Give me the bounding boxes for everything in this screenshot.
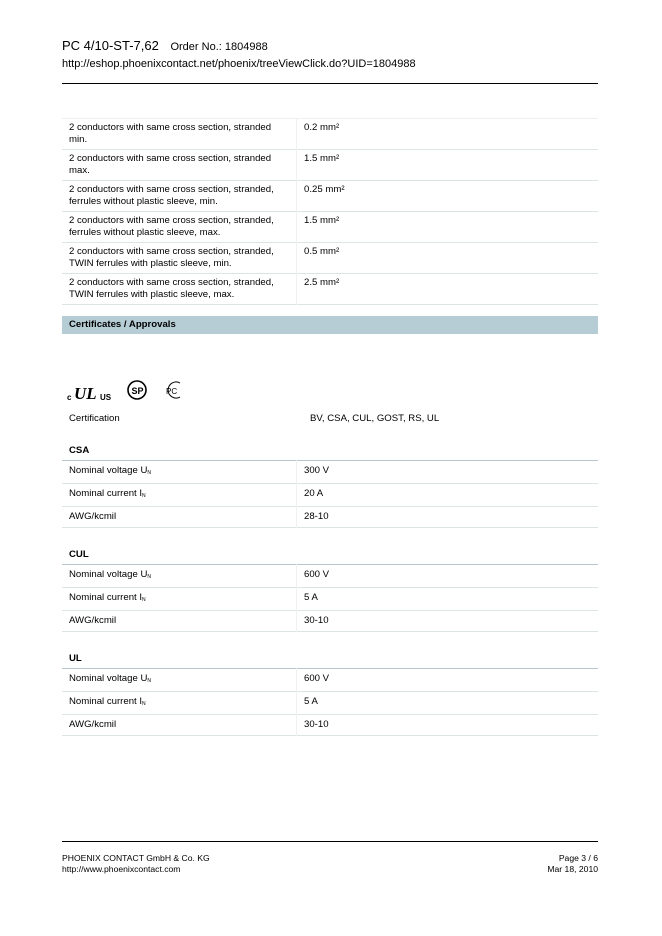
row-value: 600 V xyxy=(304,569,330,580)
main-content xyxy=(62,118,598,736)
table-row xyxy=(62,692,598,715)
table-row xyxy=(62,507,598,528)
table-row xyxy=(62,611,598,632)
row-label: Nominal voltage $U_N$ xyxy=(62,565,297,588)
header-divider xyxy=(62,83,598,84)
csa-table xyxy=(62,460,598,528)
table-row xyxy=(62,243,598,274)
page-number: Page 3 / 6 xyxy=(558,853,598,863)
row-value: 1.5 mm² xyxy=(304,153,340,164)
product-name: PC 4/10-ST-7,62 xyxy=(62,38,159,53)
row-label: 2 conductors with same cross section, stranded max. xyxy=(62,150,297,181)
row-label: AWG/kcmil xyxy=(62,715,297,736)
page-header xyxy=(62,38,598,71)
row-label: Nominal current $I_N$ xyxy=(62,484,297,507)
row-value: 0.2 mm² xyxy=(304,122,340,133)
company-website[interactable]: http://www.phoenixcontact.com xyxy=(62,864,181,874)
table-row xyxy=(62,588,598,611)
svg-text:PC: PC xyxy=(166,387,178,396)
title-line xyxy=(62,38,598,55)
table-row xyxy=(62,181,598,212)
approval-logos-svg xyxy=(62,369,202,405)
row-label: AWG/kcmil xyxy=(62,611,297,632)
row-value: 1.5 mm² xyxy=(304,215,340,226)
table-row xyxy=(62,212,598,243)
product-url[interactable]: http://eshop.phoenixcontact.net/phoenix/treeViewClick.do?UID=1804988 xyxy=(62,58,416,70)
ul-logo-icon xyxy=(67,384,112,403)
row-label: 2 conductors with same cross section, stranded, TWIN ferrules with plastic sleeve, min. xyxy=(62,243,297,274)
csa-logo-icon xyxy=(128,381,146,399)
conductor-table xyxy=(62,118,598,305)
row-value: 300 V xyxy=(304,465,330,476)
table-row xyxy=(62,669,598,692)
svg-text:US: US xyxy=(100,393,112,402)
cul-table xyxy=(62,564,598,632)
row-value: 600 V xyxy=(304,673,330,684)
svg-text:UL: UL xyxy=(74,384,97,403)
row-value: 2.5 mm² xyxy=(304,277,340,288)
company-name: PHOENIX CONTACT GmbH & Co. KG xyxy=(62,853,210,863)
row-value: 0.5 mm² xyxy=(304,246,340,257)
row-label: AWG/kcmil xyxy=(62,507,297,528)
table-row xyxy=(62,461,598,484)
row-label: 2 conductors with same cross section, stranded min. xyxy=(62,119,297,150)
row-value: 20 A xyxy=(304,488,324,499)
certificates-section-title: Certificates / Approvals xyxy=(62,316,598,334)
table-row xyxy=(62,484,598,507)
approval-logos xyxy=(62,369,598,405)
row-value: 30-10 xyxy=(304,615,329,626)
svg-text:SP: SP xyxy=(131,386,144,396)
table-row xyxy=(62,565,598,588)
table-row xyxy=(62,119,598,150)
row-value: 5 A xyxy=(304,592,318,603)
row-label: 2 conductors with same cross section, stranded, ferrules without plastic sleeve, max. xyxy=(62,212,297,243)
svg-text:c: c xyxy=(67,393,72,402)
table-row xyxy=(62,715,598,736)
print-date: Mar 18, 2010 xyxy=(547,864,598,874)
table-row xyxy=(62,274,598,305)
group-title-cul: CUL xyxy=(69,549,89,560)
footer-divider xyxy=(62,841,598,842)
footer-right xyxy=(547,853,598,875)
footer-left xyxy=(62,853,210,875)
group-title-csa: CSA xyxy=(69,445,90,456)
table-row xyxy=(62,150,598,181)
certification-row xyxy=(62,413,598,424)
row-label: 2 conductors with same cross section, stranded, TWIN ferrules with plastic sleeve, max. xyxy=(62,274,297,305)
certification-value: BV, CSA, CUL, GOST, RS, UL xyxy=(310,413,440,424)
row-value: 28-10 xyxy=(304,511,329,522)
row-value: 30-10 xyxy=(304,719,329,730)
row-label: Nominal current $I_N$ xyxy=(62,692,297,715)
row-label: Nominal current $I_N$ xyxy=(62,588,297,611)
ul-table xyxy=(62,668,598,736)
group-title-ul: UL xyxy=(69,653,82,664)
row-label: Nominal voltage $U_N$ xyxy=(62,461,297,484)
row-label: Nominal voltage $U_N$ xyxy=(62,669,297,692)
gost-logo-icon xyxy=(166,382,180,398)
row-value: 5 A xyxy=(304,696,318,707)
certification-label: Certification xyxy=(69,413,120,424)
order-number: Order No.: 1804988 xyxy=(170,41,268,53)
row-value: 0.25 mm² xyxy=(304,184,345,195)
row-label: 2 conductors with same cross section, stranded, ferrules without plastic sleeve, min. xyxy=(62,181,297,212)
